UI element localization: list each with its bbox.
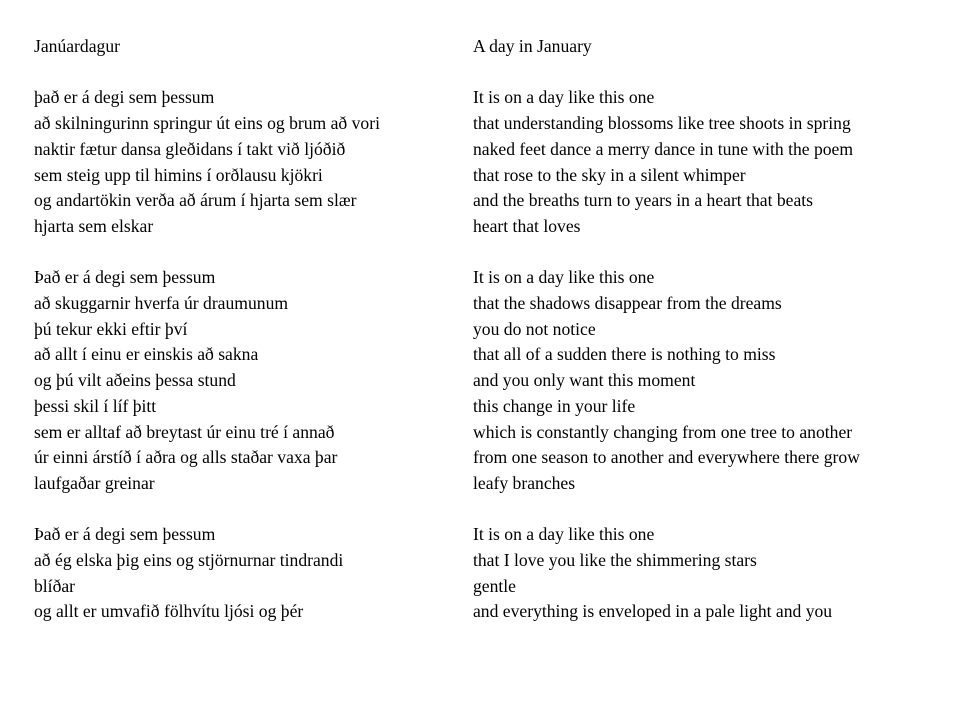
poem-line: hjarta sem elskar [34,215,154,236]
icelandic-stanza-3 [34,522,380,625]
poem-line: and the breaths turn to years in a heart that beats [473,190,814,211]
poem-line: you do not notice [473,318,596,339]
poem-line: naktir fætur dansa gleðidans í takt við ljóðið [34,138,346,159]
poem-line: að allt í einu er einskis að sakna [34,344,259,365]
icelandic-poem-column [34,34,380,625]
poem-line: sem steig upp til himins í orðlausu kjökri [34,164,323,185]
poem-line: which is constantly changing from one tree to another [473,421,853,442]
poem-line: and everything is enveloped in a pale light and you [473,601,833,622]
poem-line: that understanding blossoms like tree shoots in spring [473,113,851,134]
poem-line: laufgaðar greinar [34,472,155,493]
poem-line: og andartökin verða að árum í hjarta sem slær [34,190,357,211]
icelandic-stanza-1 [34,85,380,239]
poem-line: að skilningurinn springur út eins og brum að vori [34,113,380,134]
poem-line: that all of a sudden there is nothing to miss [473,344,776,365]
icelandic-stanza-2 [34,265,380,496]
poem-line: this change in your life [473,395,636,416]
poem-line: þú tekur ekki eftir því [34,318,188,339]
poem-line: gentle [473,575,516,596]
english-stanza-1 [473,85,860,239]
poem-line: það er á degi sem þessum [34,87,215,108]
poem-line: að ég elska þig eins og stjörnurnar tindrandi [34,550,344,571]
poem-line: from one season to another and everywhere there grow [473,447,860,468]
poem-line: It is on a day like this one [473,87,655,108]
poem-line: að skuggarnir hverfa úr draumunum [34,293,289,313]
poem-line: naked feet dance a merry dance in tune with the poem [473,138,854,159]
poem-line: úr einni árstíð í aðra og alls staðar vaxa þar [34,447,338,468]
poem-line: that the shadows disappear from the dreams [473,293,782,313]
poem-line: Það er á degi sem þessum [34,267,216,288]
poem-line: þessi skil í líf þitt [34,395,157,416]
poem-line: that I love you like the shimmering stars [473,550,757,571]
poem-line: og allt er umvafið fölhvítu ljósi og þér [34,601,304,622]
icelandic-poem-title: Janúardagur [34,36,120,56]
english-poem-title: A day in January [473,36,592,56]
poem-line: and you only want this moment [473,370,696,391]
poem-line: Það er á degi sem þessum [34,524,216,545]
english-stanza-2 [473,265,860,496]
poem-line: It is on a day like this one [473,524,655,545]
poem-line: that rose to the sky in a silent whimper [473,164,746,185]
poem-line: leafy branches [473,472,576,493]
poem-line: heart that loves [473,215,581,236]
poem-line: sem er alltaf að breytast úr einu tré í annað [34,421,335,442]
english-stanza-3 [473,522,860,625]
english-poem-column [473,34,860,625]
poem-line: og þú vilt aðeins þessa stund [34,370,236,391]
poem-line: blíðar [34,575,76,596]
poem-line: It is on a day like this one [473,267,655,288]
